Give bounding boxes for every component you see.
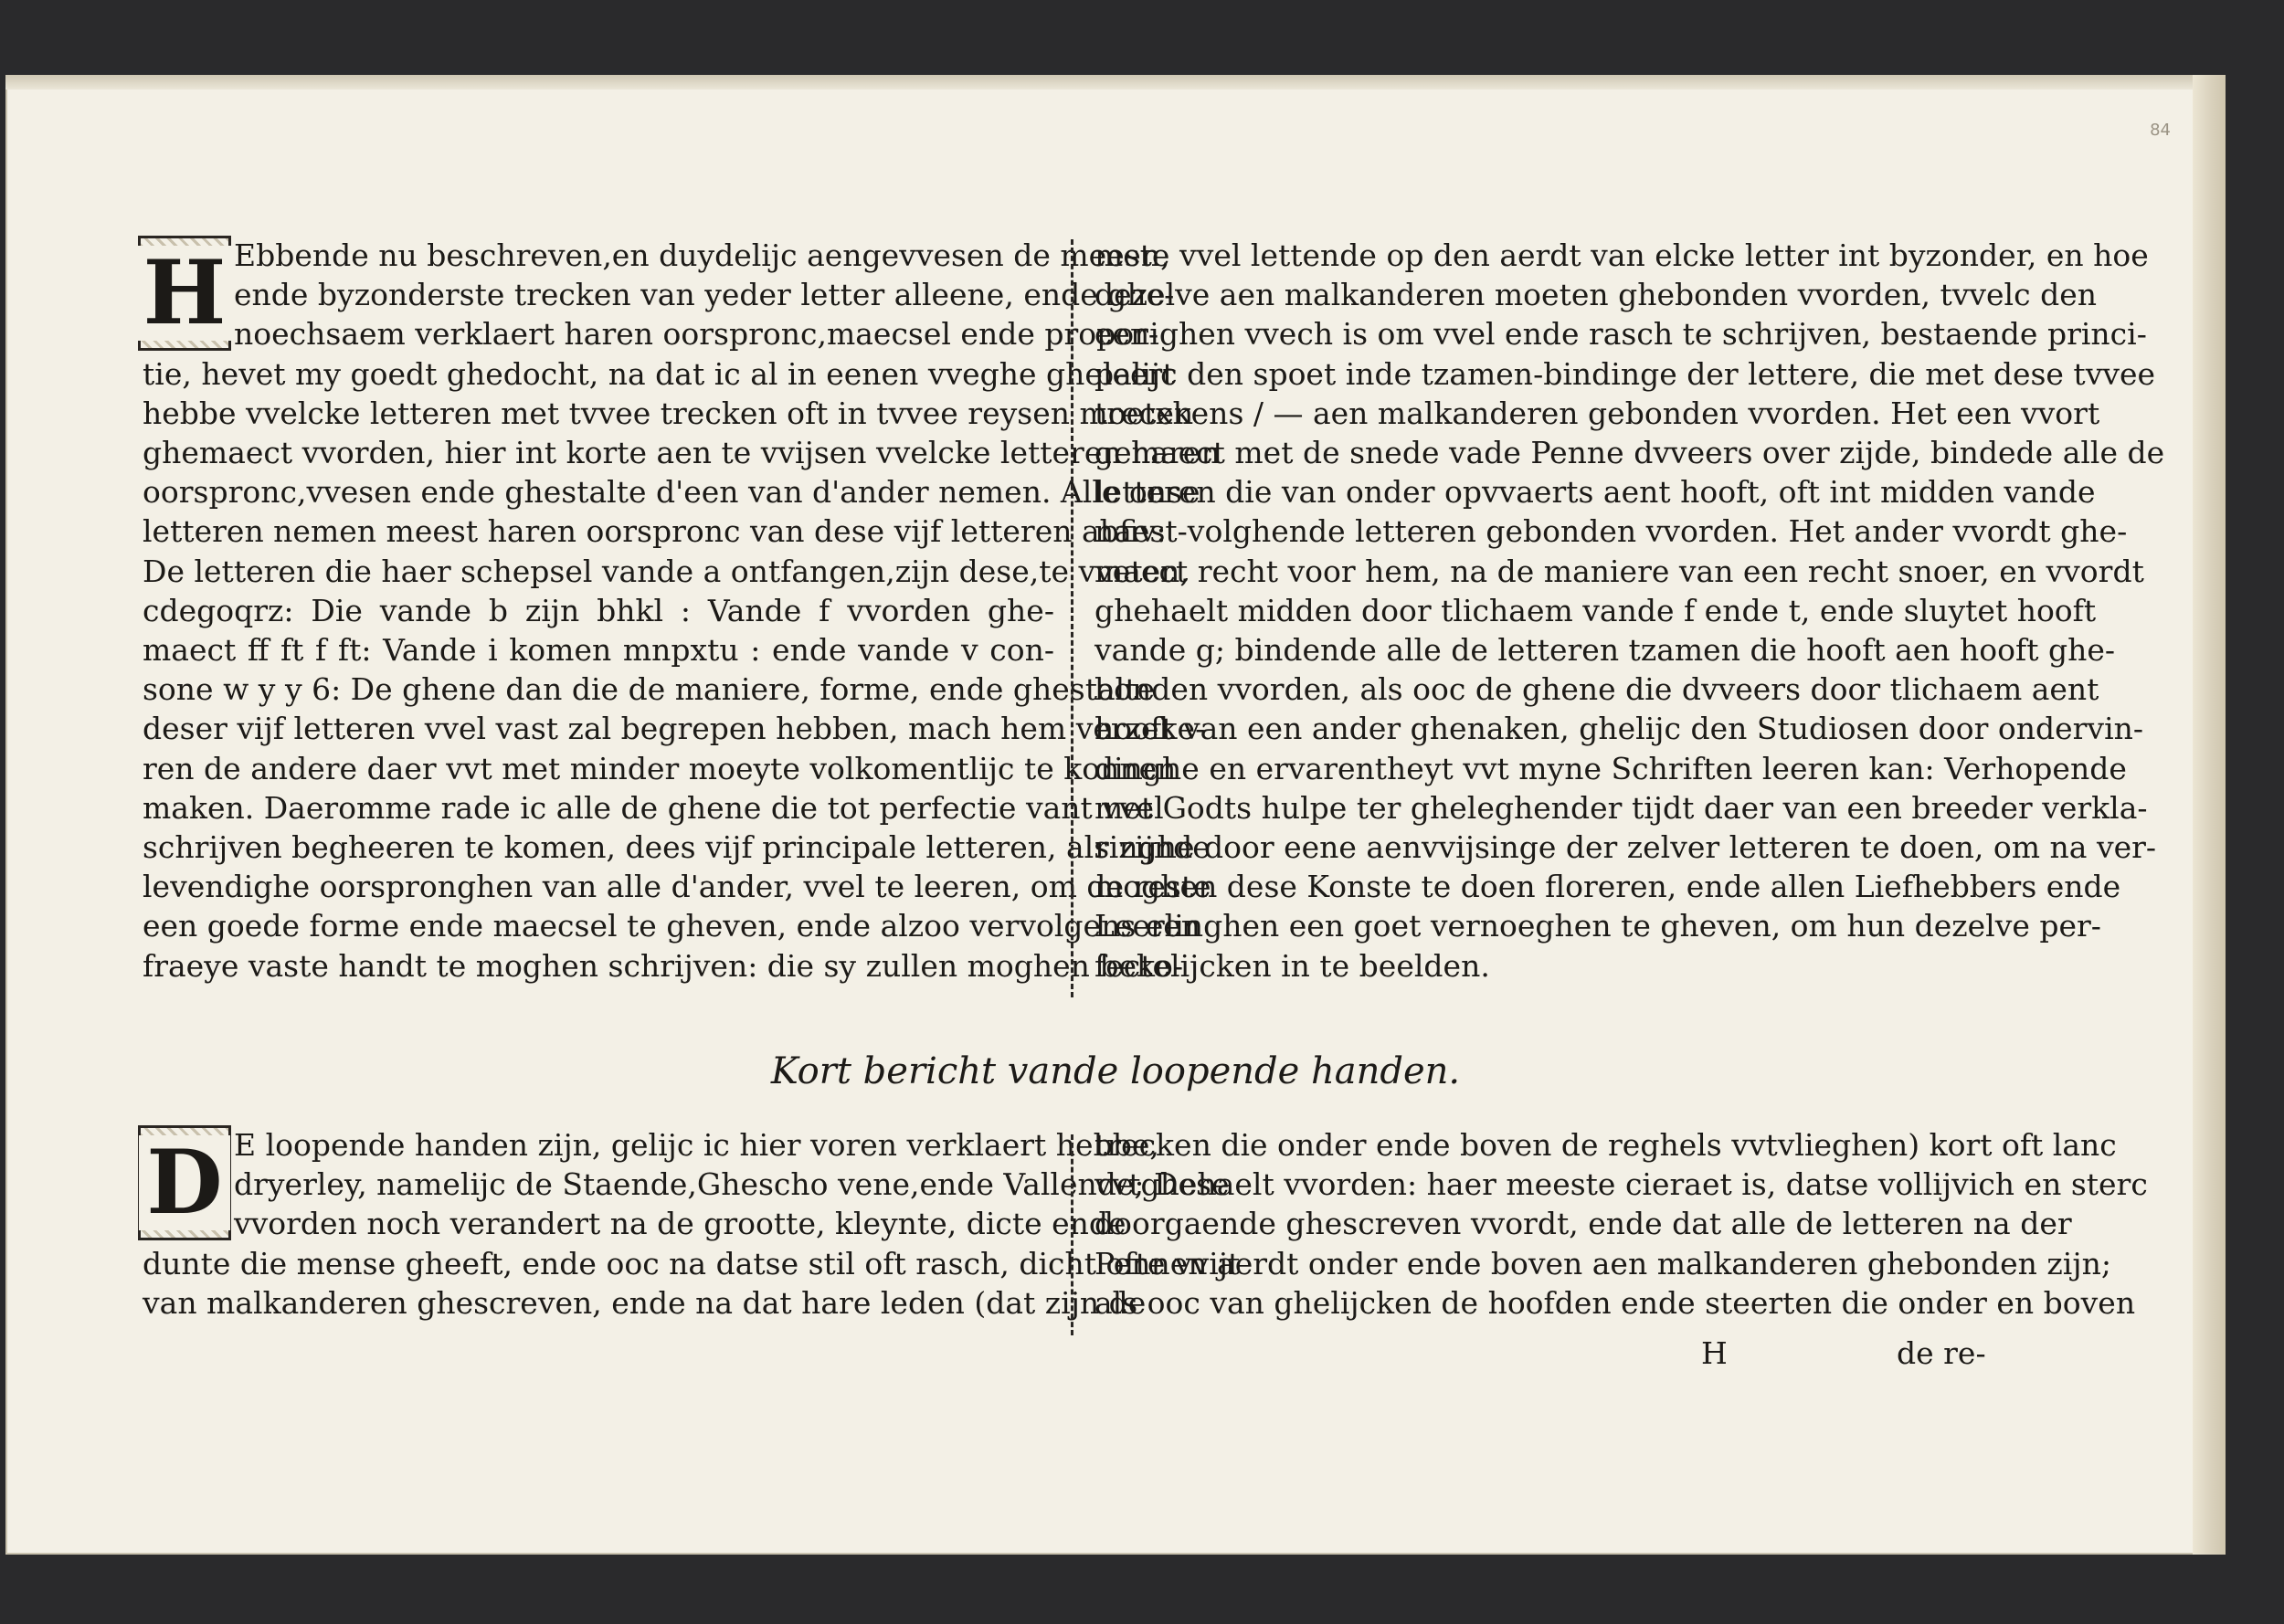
- text-line: vvorden noch verandert na de grootte, kleynte, dicte ende: [234, 1206, 1126, 1242]
- text-line: maken. Daeromme rade ic alle de ghene die tot perfectie vant vvel: [143, 789, 1164, 826]
- text-line: dinghe en ervarentheyt vvt myne Schriften leeren kan: Verhopende: [1094, 750, 2127, 786]
- text-line: hooft van een ander ghenaken, ghelijc den Studiosen door ondervin-: [1094, 711, 2144, 747]
- text-line: vvtghehaelt vvorden: haer meeste cieraet is, datse vollijvich en sterc: [1094, 1166, 2148, 1203]
- text-line: eenighen vvech is om vvel ende rasch te schrijven, bestaende princi-: [1094, 316, 2147, 353]
- text-line: met Godts hulpe ter gheleghender tijdt daer van een breeder verkla-: [1094, 789, 2148, 826]
- text-line: naest-volghende letteren gebonden vvorden. Het ander vvordt ghe-: [1094, 513, 2128, 550]
- initial-letter: D: [139, 1135, 229, 1230]
- book-page: [5, 75, 2226, 1555]
- text-line: gemaect met de snede vade Penne dvveers over zijde, bindede alle de: [1094, 435, 2165, 471]
- text-line: doorgaende ghescreven vvordt, ende dat alle de letteren na der: [1094, 1206, 2072, 1242]
- text-line: ende byzonderste trecken van yeder letter alleene, ende ghe-: [234, 277, 1175, 313]
- text-line: maect recht voor hem, na de maniere van een recht snoer, en vvordt: [1094, 553, 2144, 589]
- text-line: letteren nemen meest haren oorspronc van dese vijf letteren abfiv:: [143, 513, 1167, 550]
- column-divider-bottom: [1071, 1134, 1077, 1335]
- text-line: Pennen aerdt onder ende boven aen malkanderen ghebonden zijn;: [1094, 1245, 2111, 1281]
- text-column-top-left: [143, 236, 1221, 986]
- text-line: dryerley, namelijc de Staende,Ghescho vene,ende Vallende; Dese: [234, 1166, 1230, 1203]
- text-line: ringhe door eene aenvvijsinge der zelver letteren te doen, om na ver-: [1094, 829, 2157, 866]
- text-column-bottom-left: [143, 1125, 1241, 1323]
- text-line: Leerlinghen een goet vernoeghen te gheven, om hun dezelve per-: [1094, 908, 2101, 944]
- text-line: vande g; bindende alle de letteren tzamen die hooft aen hooft ghe-: [1094, 632, 2116, 669]
- text-line: noechsaem verklaert haren oorspronc,maecsel ende propor-: [234, 316, 1159, 353]
- text-line: ghemaect vvorden, hier int korte aen te vvijsen vvelcke letteren haren: [143, 435, 1221, 471]
- text-line: Ebbende nu beschreven,en duydelijc aengevvesen de meeste: [234, 237, 1170, 273]
- text-line: levendighe oorspronghen van alle d'ander, vvel te leeren, om de reste: [143, 869, 1211, 905]
- text-line: een goede forme ende maecsel te gheven, ende alzoo vervolgens een: [143, 908, 1201, 944]
- text-line: bonden vvorden, als ooc de ghene die dvveers door tlichaem aent: [1094, 671, 2099, 708]
- text-line: schrijven begheeren te komen, dees vijf principale letteren, als zijnde: [143, 829, 1211, 866]
- catchword: de re-: [1897, 1335, 1986, 1371]
- text-line: trecxkens / — aen malkanderen gebonden vvorden. Het een vvort: [1094, 395, 2100, 431]
- text-line: ren de andere daer vvt met minder moeyte volkomentlijc te konnen: [143, 750, 1177, 786]
- text-line: van malkanderen ghescreven, ende na dat hare leden (dat zijn de: [143, 1284, 1147, 1321]
- text-line: moghen dese Konste te doen floreren, ende allen Liefhebbers ende: [1094, 869, 2121, 905]
- text-line: trecken die onder ende boven de reghels vvtvlieghen) kort oft lanc: [1094, 1127, 2117, 1163]
- column-divider-top: [1071, 239, 1077, 997]
- text-line: fraeye vaste handt te moghen schrijven: die sy zullen moghen beko-: [143, 947, 1184, 984]
- text-line: De letteren die haer schepsel vande a ontfangen,zijn dese,te vveten,: [143, 553, 1190, 589]
- text-line: cdegoqrz: Die vande b zijn bhkl : Vande f vvorden ghe-: [143, 592, 1054, 628]
- text-line: dunte die mense gheeft, ende ooc na datse stil oft rasch, dicht ofte vvijt: [143, 1245, 1241, 1281]
- text-line: E loopende handen zijn, gelijc ic hier voren verklaert hebbe,: [234, 1127, 1159, 1163]
- text-line: men, vvel lettende op den aerdt van elcke letter int byzonder, en hoe: [1094, 237, 2149, 273]
- page-top-edge: [5, 75, 2226, 90]
- signature-mark: H: [1701, 1335, 1728, 1371]
- initial-letter: H: [136, 246, 234, 341]
- text-line: als ooc van ghelijcken de hoofden ende steerten die onder en boven: [1094, 1284, 2136, 1321]
- page-binding-edge: [2193, 75, 2226, 1555]
- section-heading: Kort bericht vande loopende handen.: [770, 1050, 1461, 1092]
- text-line: dezelve aen malkanderen moeten ghebonden vvorden, tvvelc den: [1094, 277, 2097, 313]
- text-column-bottom-right: [1094, 1125, 2148, 1323]
- text-line: palijc den spoet inde tzamen-bindinge der lettere, die met dese tvvee: [1094, 355, 2156, 392]
- text-line: hebbe vvelcke letteren met tvvee trecken oft in tvvee reysen moeten: [143, 395, 1194, 431]
- text-column-top-right: [1094, 236, 2165, 986]
- text-line: ghehaelt midden door tlichaem vande f ende t, ende sluytet hooft: [1094, 592, 2097, 628]
- text-line: tie, hevet my goedt ghedocht, na dat ic al in eenen vveghe gheleert: [143, 355, 1175, 392]
- text-line: deser vijf letteren vvel vast zal begrepen hebben, mach hem verzeke-: [143, 711, 1206, 747]
- text-line: letteren die van onder opvvaerts aent hooft, oft int midden vande: [1094, 474, 2096, 511]
- folio-number: 84: [2150, 121, 2171, 140]
- text-line: fectelijcken in te beelden.: [1094, 947, 1490, 984]
- text-line: maect ff ft f ft: Vande i komen mnpxtu : ende vande v con-: [143, 632, 1054, 669]
- text-line: sone w y y 6: De ghene dan die de maniere, forme, ende ghestalte: [143, 671, 1156, 708]
- text-line: oorspronc,vvesen ende ghestalte d'een van d'ander nemen. Alle onse: [143, 474, 1200, 511]
